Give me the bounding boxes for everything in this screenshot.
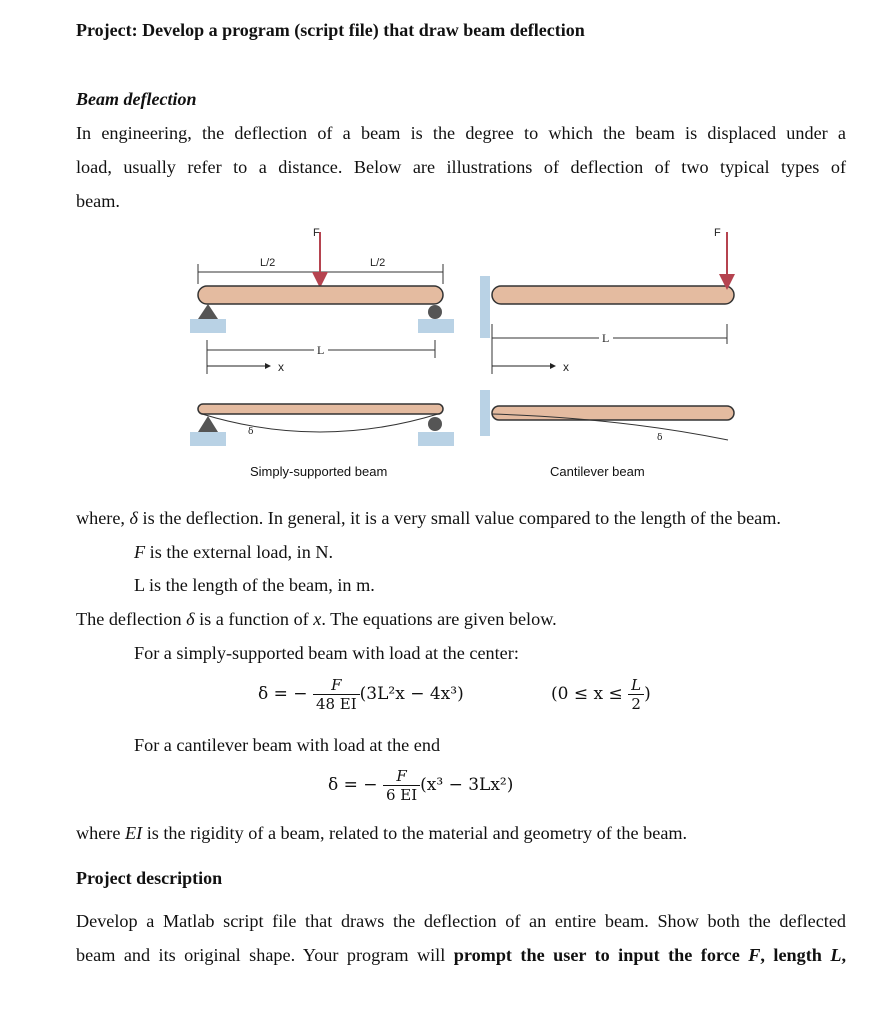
simply-supported-diagram	[190, 227, 454, 479]
ei-line: where EI is the rigidity of a beam, related to the material and geometry of the beam.	[76, 823, 688, 843]
project-line-1: Develop a Matlab script file that draws the deflection of an entire beam. Show both the deflected	[76, 911, 846, 931]
intro-line-1: In engineering, the deflection of a beam is the degree to which the beam is displaced under a	[76, 123, 846, 143]
cantilever-intro: For a cantilever beam with load at the end	[134, 735, 441, 755]
roller-support	[428, 305, 442, 319]
project-paragraph	[76, 904, 846, 972]
caption-cantilever: Cantilever beam	[550, 464, 645, 479]
label-delta-cantilever: δ	[657, 433, 663, 443]
section-heading-project-description: Project description	[76, 868, 223, 888]
right-ground	[418, 319, 454, 333]
label-delta-simply: δ	[248, 427, 254, 437]
equation-simply: δ = − $\frac{F}{48 EI}$ (3L²x − 4x³)	[258, 676, 464, 713]
deflection-curve-simply	[202, 414, 438, 432]
label-half-right: L/2	[370, 257, 386, 269]
project-line-2: beam and its original shape. Your program will prompt the user to input the force F, length L,	[76, 945, 847, 965]
label-force-simply: F	[313, 227, 320, 239]
cantilever-diagram	[480, 227, 734, 479]
pin-support	[198, 304, 218, 319]
label-length-simply: L	[317, 343, 325, 357]
beam-original-cantilever	[492, 286, 734, 304]
wall-support	[480, 276, 490, 338]
page-title: Project: Develop a program (script file) that draw beam deflection	[76, 20, 585, 40]
where-delta-line: where, δ is the deflection. In general, it is a very small value compared to the length of the beam.	[76, 508, 781, 528]
label-x-simply: x	[278, 360, 284, 374]
beam-original-cantilever-bottom	[492, 406, 734, 420]
label-x-cantilever: x	[563, 360, 569, 374]
label-force-cantilever: F	[714, 227, 721, 239]
intro-line-3: beam.	[76, 191, 120, 211]
caption-simply: Simply-supported beam	[250, 464, 388, 479]
simply-intro: For a simply-supported beam with load at the center:	[134, 643, 519, 663]
where-F-line: F is the external load, in N.	[134, 542, 334, 562]
where-L-line: L is the length of the beam, in m.	[134, 575, 375, 595]
label-half-left: L/2	[260, 257, 276, 269]
section-heading-beam-deflection: Beam deflection	[76, 89, 197, 109]
label-length-cantilever: L	[602, 331, 610, 345]
function-line: The deflection δ is a function of x. The equations are given below.	[76, 609, 557, 629]
beam-figure	[180, 218, 760, 488]
beam-original-simply	[198, 286, 443, 304]
left-ground	[190, 319, 226, 333]
intro-line-2: load, usually refer to a distance. Below are illustrations of deflection of two typical types of	[76, 157, 846, 177]
equation-cantilever: δ = − $\frac{F}{6 EI}$ (x³ − 3Lx²)	[328, 767, 514, 804]
intro-paragraph	[76, 116, 846, 218]
beam-original-simply-bottom	[198, 404, 443, 414]
equation-simply-range: (0 ≤ x ≤ $\frac{L}{2}$ )	[551, 676, 651, 713]
